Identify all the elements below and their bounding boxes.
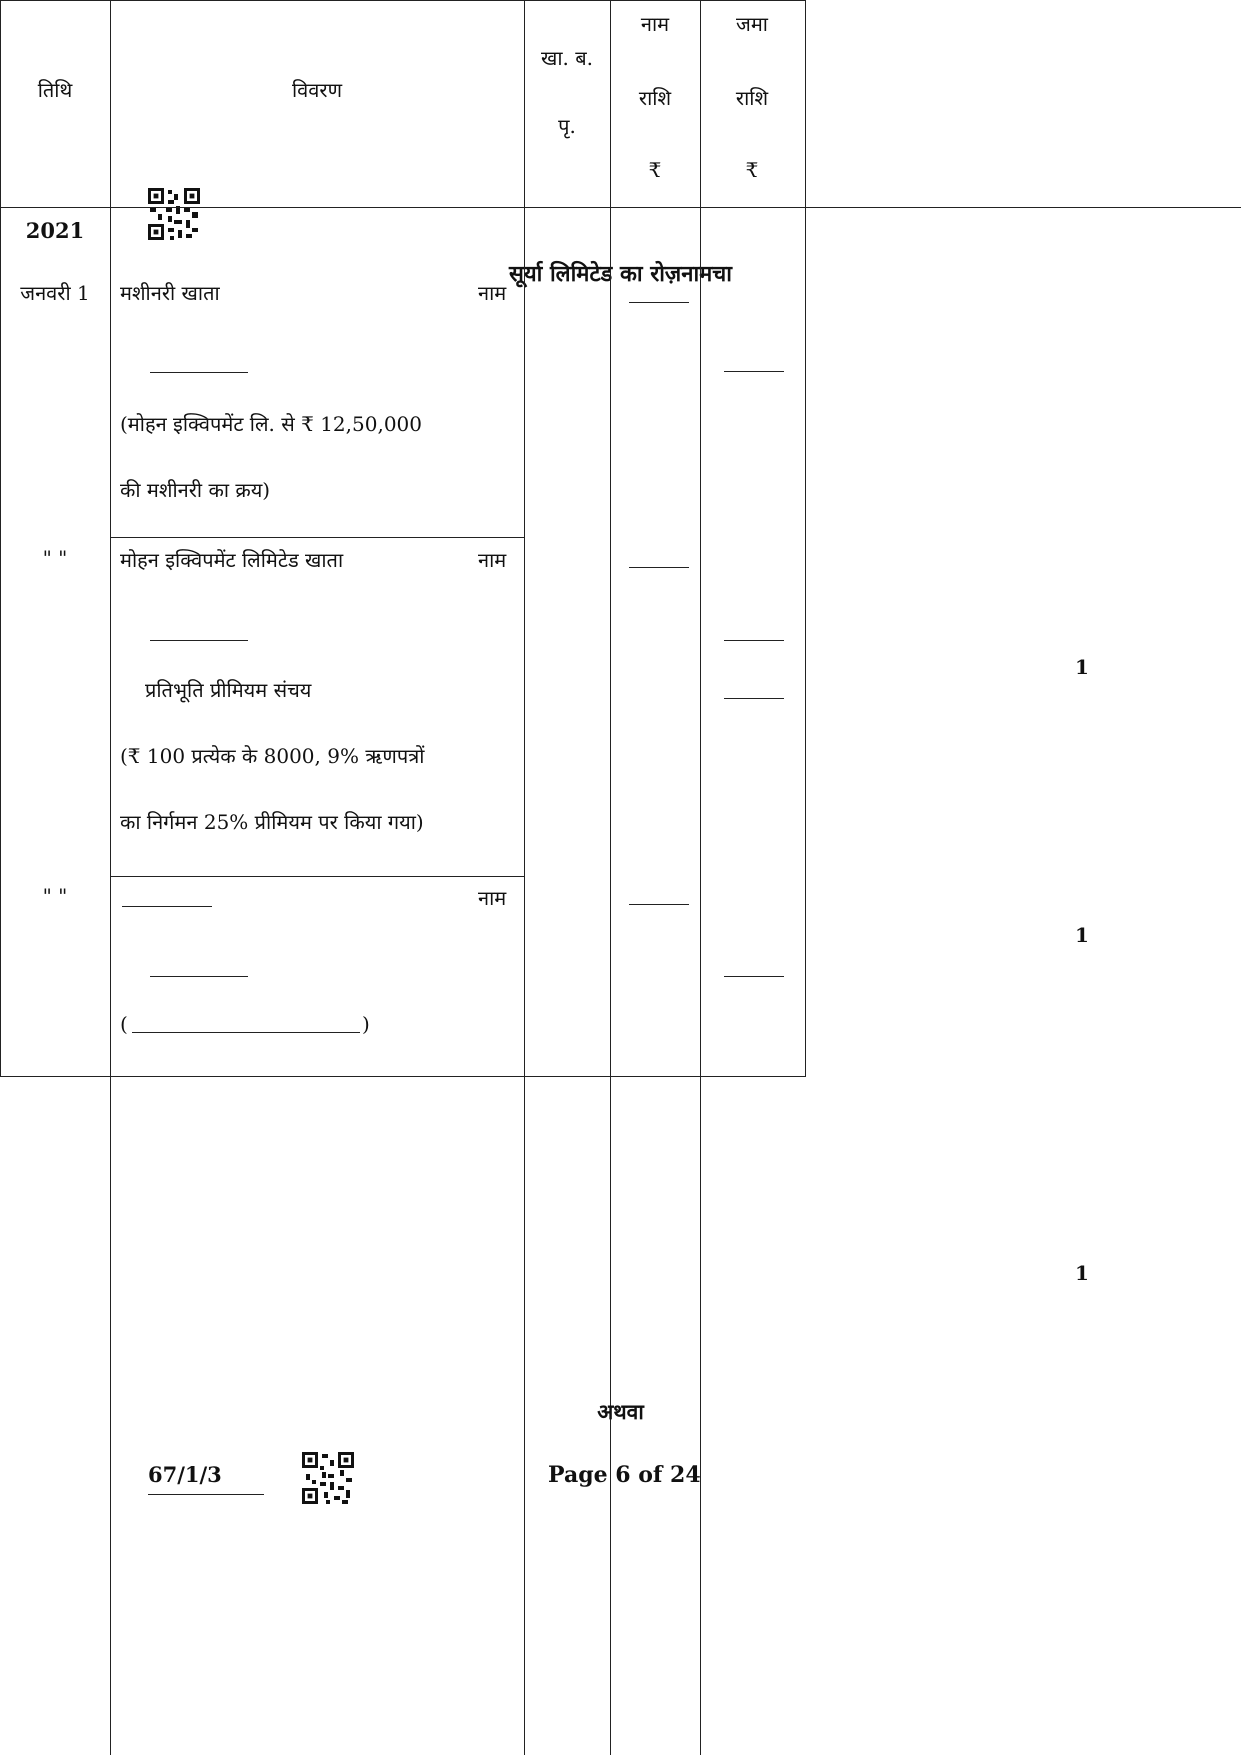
entry-date: " "	[42, 546, 68, 570]
qr-code-icon	[148, 188, 200, 240]
entry-dr-label: नाम	[478, 281, 507, 305]
entry-narration: की मशीनरी का क्रय)	[120, 478, 271, 502]
entry-narration-open: (	[120, 1012, 128, 1036]
blank-debit-amount	[629, 904, 689, 905]
blank-credit-amount	[724, 371, 784, 372]
marks-label: 1	[1075, 923, 1089, 947]
entry-narration: (₹ 100 प्रत्येक के 8000, 9% ऋणपत्रों	[120, 744, 425, 768]
header-lf-line1: खा. ब.	[540, 46, 594, 70]
journal-table	[0, 0, 806, 1077]
blank-credit-account	[150, 976, 248, 977]
entry-debit-account: मोहन इक्विपमेंट लिमिटेड खाता	[120, 548, 344, 572]
header-debit-rupee: ₹	[648, 158, 662, 182]
entry-narration-close: )	[362, 1012, 370, 1036]
entry-debit-account: मशीनरी खाता	[120, 281, 220, 305]
header-credit-line2: राशि	[735, 86, 769, 110]
blank-debit-amount	[629, 567, 689, 568]
entry-credit-account: प्रतिभूति प्रीमियम संचय	[145, 678, 312, 702]
header-debit-line2: राशि	[638, 86, 672, 110]
header-credit-line1: जमा	[736, 12, 768, 36]
entry-date: जनवरी 1	[20, 281, 90, 305]
or-label: अथवा	[597, 1399, 644, 1424]
header-credit-rupee: ₹	[745, 158, 759, 182]
blank-narration	[132, 1032, 360, 1033]
header-date: तिथि	[37, 78, 73, 102]
blank-credit-amount	[724, 976, 784, 977]
page-number: Page 6 of 24	[548, 1462, 701, 1488]
blank-credit-account	[150, 372, 248, 373]
entry-dr-label: नाम	[478, 886, 507, 910]
entry-date: " "	[42, 884, 68, 908]
blank-debit-account	[122, 906, 212, 907]
entry-narration: का निर्गमन 25% प्रीमियम पर किया गया)	[120, 810, 424, 834]
header-debit-line1: नाम	[640, 12, 670, 36]
paper-code: 67/1/3	[148, 1462, 222, 1487]
blank-credit-amount	[724, 698, 784, 699]
header-lf-line2: पृ.	[558, 114, 576, 138]
entry-year: 2021	[25, 218, 85, 243]
header-particulars: विवरण	[291, 78, 343, 102]
qr-code-icon	[302, 1452, 354, 1504]
blank-credit-account	[150, 640, 248, 641]
blank-credit-amount	[724, 640, 784, 641]
marks-label: 1	[1075, 1261, 1089, 1285]
blank-debit-amount	[629, 302, 689, 303]
marks-label: 1	[1075, 655, 1089, 679]
entry-narration: (मोहन इक्विपमेंट लि. से ₹ 12,50,000	[120, 412, 422, 436]
journal-title: सूर्या लिमिटेड का रोज़नामचा	[509, 261, 732, 287]
code-underline	[148, 1494, 264, 1495]
entry-dr-label: नाम	[478, 548, 507, 572]
